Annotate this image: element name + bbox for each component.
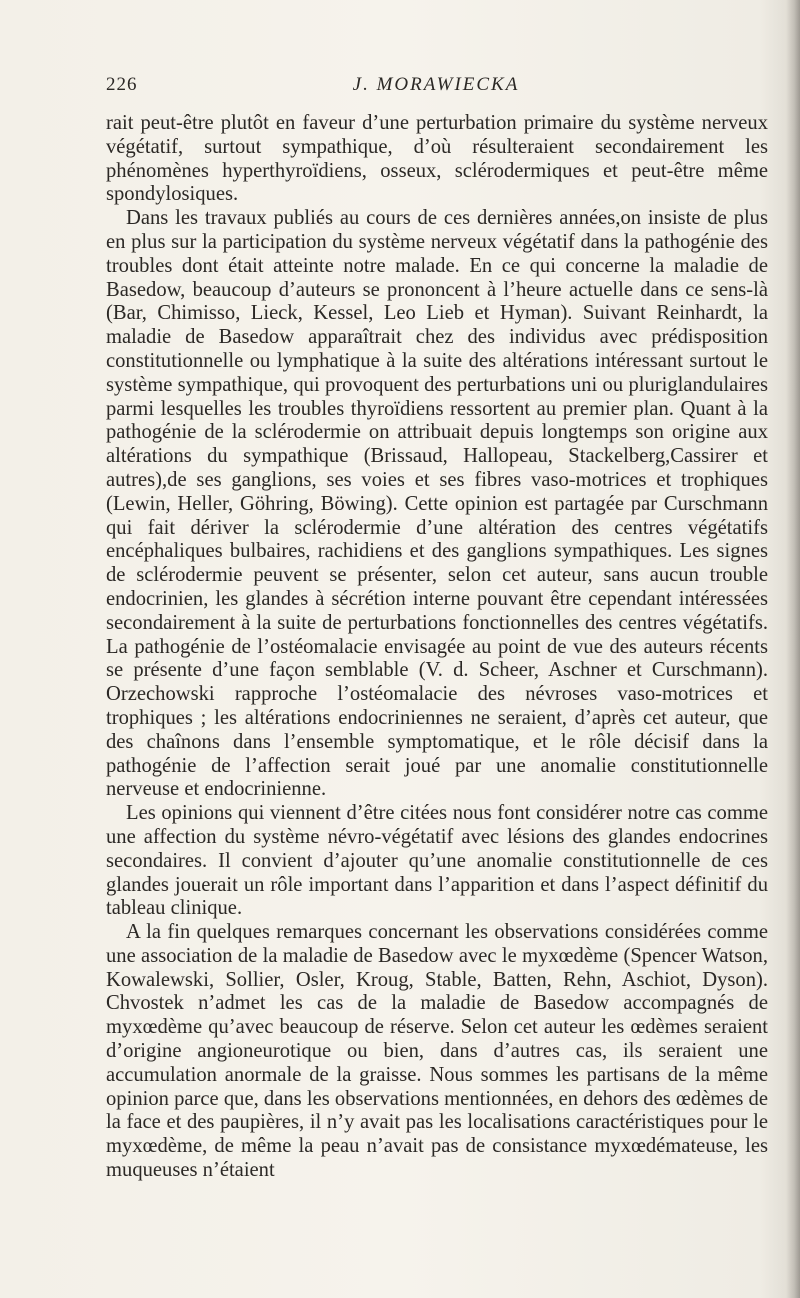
page-header [106, 74, 766, 104]
body-text [106, 112, 768, 1183]
paragraph-opinions: Les opinions qui viennent d’être citées nous font considérer notre cas comme une affection du système névro-végétatif avec lésions des glandes endocrines secondaires. Il convient d’ajouter qu’une anomalie constitutionnelle de ces glandes jouerait un rôle important dans l’apparition et dans l’aspect définitif du tableau clinique. [106, 802, 768, 920]
paragraph-remarques: A la fin quelques remarques concernant les observations considérées comme une association de la maladie de Basedow avec le myxœdème (Spencer Watson, Kowalewski, Sollier, Osler, Kroug, Stable, Batten, Rehn, Aschiot, Dyson). Chvostek n’admet les cas de la maladie de Basedow accompagnés de myxœdème qu’avec beaucoup de réserve. Selon cet auteur les œdèmes seraient d’origine angioneurotique ou bien, dans d’autres cas, ils seraient une accumulation anormale de la graisse. Nous sommes les partisans de la même opinion parce que, dans les observations mentionnées, en dehors des œdèmes de la face et des paupières, il n’y avait pas les localisations caractéristiques pour le myxœdème, de même la peau n’avait pas de consistance myxœdémateuse, les muqueuses n’étaient [106, 921, 768, 1182]
page-edge-shadow [786, 0, 800, 1298]
page-number: 226 [106, 74, 138, 95]
paragraph-pathogenie: Dans les travaux publiés au cours de ces dernières années,on insiste de plus en plus sur la participation du système nerveux végétatif dans la pathogénie des troubles dont était atteinte notre malade. En ce qui concerne la maladie de Basedow, beaucoup d’auteurs se prononcent à l’heure actuelle dans ce sens-là (Bar, Chimisso, Lieck, Kessel, Leo Lieb et Hyman). Suivant Reinhardt, la maladie de Basedow apparaîtrait chez des individus avec prédisposition constitutionnelle ou lymphatique à la suite des altérations intéressant surtout le système sympathique, qui provoquent des perturbations uni ou pluriglandulaires parmi lesquelles les troubles thyroïdiens ressortent au premier plan. Quant à la pathogénie de la sclérodermie on attribuait depuis longtemps son origine aux altérations du sympathique (Brissaud, Hallopeau, Stackelberg,Cassirer et autres),de ses ganglions, ses voies et ses fibres vaso-motrices et trophiques (Lewin, Heller, Göhring, Böwing). Cette opinion est partagée par Curschmann qui fait dériver la sclérodermie d’une altération des centres végétatifs encéphaliques bulbaires, rachidiens et des ganglions sympathiques. Les signes de sclérodermie peuvent se présenter, selon cet auteur, sans aucun trouble endocrinien, les glandes à sécrétion interne pouvant être cependant intéressées secondairement à la suite de perturbations fonctionnelles des centres végétatifs. La pathogénie de l’ostéomalacie envisagée au point de vue des auteurs récents se présente d’une façon semblable (V. d. Scheer, Aschner et Curschmann). Orzechowski rapproche l’ostéomalacie des névroses vaso-motrices et trophiques ; les altérations endocriniennes ne seraient, d’après cet auteur, que des chaînons dans l’ensemble symptomatique, et le rôle décisif dans la pathogénie de l’affection serait joué par une anomalie constitutionnelle nerveuse et endocrinienne. [106, 207, 768, 801]
running-head: J. MORAWIECKA [352, 74, 520, 95]
paragraph-continuation: rait peut-être plutôt en faveur d’une perturbation primaire du système nerveux végétatif, surtout sympathique, d’où résulteraient secondairement les phénomènes hyperthyroïdiens, osseux, sclérodermiques et peut-être même spondylosiques. [106, 112, 768, 206]
